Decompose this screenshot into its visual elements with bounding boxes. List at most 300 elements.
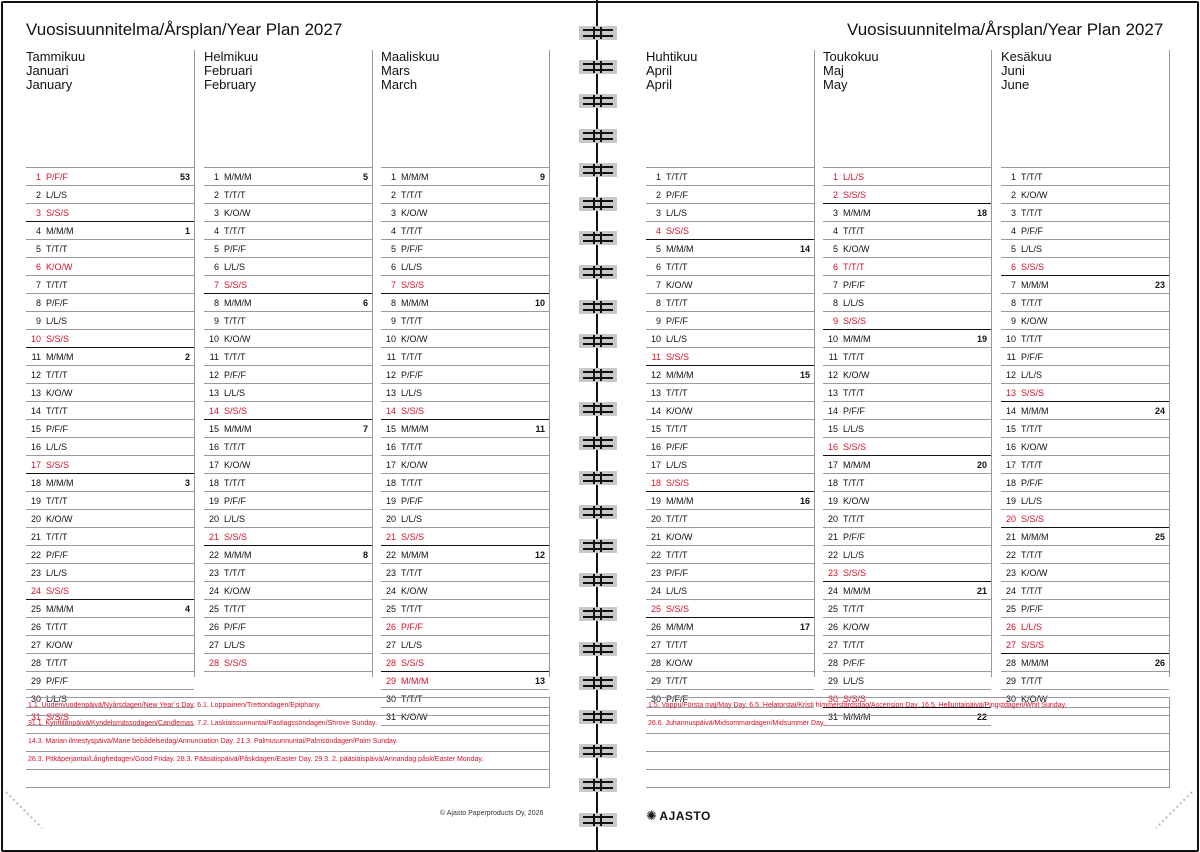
- day-row[interactable]: [204, 509, 372, 527]
- weekday-abbr: M/M/M: [224, 424, 252, 434]
- weekday-abbr: P/F/F: [224, 622, 246, 632]
- weekday-abbr: M/M/M: [401, 676, 429, 686]
- weekday-abbr: L/L/S: [224, 262, 246, 272]
- day-row[interactable]: [646, 257, 814, 275]
- day-number: 1: [35, 172, 41, 182]
- day-row[interactable]: [26, 239, 194, 257]
- day-row[interactable]: [1001, 545, 1169, 563]
- day-number: 15: [30, 424, 41, 434]
- day-row[interactable]: [1001, 383, 1169, 401]
- day-row[interactable]: [823, 635, 991, 653]
- weekday-abbr: K/O/W: [666, 532, 693, 542]
- holiday-note-line[interactable]: [26, 770, 550, 788]
- day-row[interactable]: [646, 455, 814, 473]
- day-row[interactable]: [1001, 167, 1169, 185]
- weekday-abbr: M/M/M: [224, 172, 252, 182]
- week-number: 6: [362, 298, 368, 308]
- day-list: [204, 167, 372, 672]
- day-number: 21: [827, 532, 838, 542]
- left-holiday-notes: [26, 697, 550, 788]
- week-number: 26: [1154, 658, 1165, 668]
- day-row[interactable]: [1001, 185, 1169, 203]
- weekday-abbr: K/O/W: [401, 208, 428, 218]
- day-number: 14: [827, 406, 838, 416]
- day-number: 9: [213, 316, 219, 326]
- day-row[interactable]: [204, 347, 372, 365]
- day-row[interactable]: [823, 203, 991, 221]
- day-row[interactable]: [381, 401, 549, 419]
- day-row[interactable]: [26, 635, 194, 653]
- day-number: 11: [209, 352, 219, 362]
- weekday-abbr: L/L/S: [401, 262, 423, 272]
- day-row[interactable]: [823, 671, 991, 689]
- month-name: [26, 50, 85, 92]
- day-row[interactable]: [646, 167, 814, 185]
- month-name-line: Juni: [1001, 63, 1025, 78]
- weekday-abbr: K/O/W: [1021, 316, 1048, 326]
- day-row[interactable]: [381, 599, 549, 617]
- day-row[interactable]: [1001, 653, 1169, 671]
- day-row[interactable]: [823, 563, 991, 581]
- day-number: 28: [650, 658, 661, 668]
- day-number: 21: [650, 532, 661, 542]
- day-row[interactable]: [646, 365, 814, 383]
- weekday-abbr: T/T/T: [401, 226, 423, 236]
- day-number: 24: [208, 586, 219, 596]
- day-number: 28: [208, 658, 219, 668]
- day-row[interactable]: [823, 347, 991, 365]
- day-row[interactable]: [646, 203, 814, 221]
- day-row[interactable]: [26, 167, 194, 185]
- day-row[interactable]: [26, 581, 194, 599]
- day-row[interactable]: [1001, 239, 1169, 257]
- weekday-abbr: T/T/T: [1021, 424, 1043, 434]
- day-row[interactable]: [823, 473, 991, 491]
- day-number: 24: [30, 586, 41, 596]
- weekday-abbr: L/L/S: [46, 190, 68, 200]
- day-number: 8: [655, 298, 661, 308]
- day-row[interactable]: [204, 527, 372, 545]
- day-row[interactable]: [204, 545, 372, 563]
- day-row[interactable]: [823, 491, 991, 509]
- day-row[interactable]: [823, 545, 991, 563]
- binding-ring: [579, 402, 617, 416]
- week-number: 20: [976, 460, 987, 470]
- ajasto-logo: ✺ AJASTO: [646, 808, 711, 823]
- day-row[interactable]: [26, 293, 194, 311]
- day-row[interactable]: [26, 311, 194, 329]
- day-number: 10: [30, 334, 41, 344]
- day-list: [381, 167, 549, 726]
- day-row[interactable]: [204, 365, 372, 383]
- day-row[interactable]: [1001, 563, 1169, 581]
- day-row[interactable]: [204, 599, 372, 617]
- day-row[interactable]: [1001, 671, 1169, 689]
- day-row[interactable]: [26, 563, 194, 581]
- day-row[interactable]: [26, 599, 194, 617]
- day-number: 27: [30, 640, 41, 650]
- holiday-note-line[interactable]: 26.6. Juhannuspäivä/Midsommardagen/Midsummer Day.: [646, 716, 1170, 734]
- weekday-abbr: P/F/F: [46, 298, 68, 308]
- day-row[interactable]: [381, 419, 549, 437]
- day-row[interactable]: [204, 491, 372, 509]
- day-row[interactable]: [26, 401, 194, 419]
- weekday-abbr: M/M/M: [1021, 658, 1049, 668]
- day-row[interactable]: [823, 527, 991, 545]
- day-number: 22: [1005, 550, 1016, 560]
- day-row[interactable]: [381, 275, 549, 293]
- day-row[interactable]: [823, 311, 991, 329]
- weekday-abbr: T/T/T: [843, 604, 865, 614]
- day-row[interactable]: [823, 419, 991, 437]
- weekday-abbr: T/T/T: [666, 298, 688, 308]
- day-row[interactable]: [646, 293, 814, 311]
- day-row[interactable]: [823, 221, 991, 239]
- day-row[interactable]: [1001, 581, 1169, 599]
- weekday-abbr: S/S/S: [401, 658, 425, 668]
- day-row[interactable]: [823, 329, 991, 347]
- day-row[interactable]: [823, 275, 991, 293]
- day-row[interactable]: [26, 545, 194, 563]
- day-row[interactable]: [1001, 347, 1169, 365]
- day-row[interactable]: [1001, 617, 1169, 635]
- day-number: 26: [827, 622, 838, 632]
- day-row[interactable]: [204, 275, 372, 293]
- day-row[interactable]: [646, 635, 814, 653]
- weekday-abbr: S/S/S: [224, 532, 248, 542]
- weekday-abbr: M/M/M: [1021, 406, 1049, 416]
- day-row[interactable]: [1001, 509, 1169, 527]
- weekday-abbr: T/T/T: [666, 514, 688, 524]
- day-row[interactable]: [823, 185, 991, 203]
- weekday-abbr: T/T/T: [46, 496, 68, 506]
- day-row[interactable]: [204, 239, 372, 257]
- weekday-abbr: P/F/F: [666, 568, 688, 578]
- day-list: [823, 167, 991, 726]
- holiday-note-line[interactable]: 26.3. Pitkäperjantai/Långfredagen/Good Friday. 28.3. Pääsiäispäivä/Påskdagen/Easter Day. 29.3. 2. pääsiäispäivä/Annandag påsk/Easter Monday.: [26, 752, 550, 770]
- day-row[interactable]: [381, 473, 549, 491]
- weekday-abbr: P/F/F: [1021, 352, 1043, 362]
- weekday-abbr: M/M/M: [666, 496, 694, 506]
- day-row[interactable]: [381, 455, 549, 473]
- day-row[interactable]: [646, 653, 814, 671]
- day-row[interactable]: [646, 401, 814, 419]
- day-row[interactable]: [646, 275, 814, 293]
- day-row[interactable]: [381, 203, 549, 221]
- day-row[interactable]: [204, 473, 372, 491]
- day-row[interactable]: [823, 401, 991, 419]
- day-number: 19: [827, 496, 838, 506]
- day-number: 28: [385, 658, 396, 668]
- day-row[interactable]: [646, 527, 814, 545]
- day-row[interactable]: [204, 455, 372, 473]
- day-row[interactable]: [1001, 599, 1169, 617]
- weekday-abbr: T/T/T: [224, 568, 246, 578]
- day-row[interactable]: [1001, 221, 1169, 239]
- day-row[interactable]: [204, 653, 372, 671]
- day-number: 8: [1010, 298, 1016, 308]
- weekday-abbr: T/T/T: [224, 226, 246, 236]
- day-row[interactable]: [1001, 275, 1169, 293]
- day-number: 2: [832, 190, 838, 200]
- day-row[interactable]: [204, 419, 372, 437]
- day-row[interactable]: [1001, 329, 1169, 347]
- day-number: 4: [390, 226, 396, 236]
- day-row[interactable]: [26, 437, 194, 455]
- weekday-abbr: T/T/T: [46, 658, 68, 668]
- day-number: 26: [650, 622, 661, 632]
- day-row[interactable]: [26, 275, 194, 293]
- day-row[interactable]: [26, 347, 194, 365]
- holiday-note-line[interactable]: [646, 734, 1170, 752]
- day-row[interactable]: [646, 185, 814, 203]
- day-row[interactable]: [26, 671, 194, 689]
- day-row[interactable]: [381, 293, 549, 311]
- weekday-abbr: T/T/T: [46, 244, 68, 254]
- day-row[interactable]: [646, 311, 814, 329]
- day-row[interactable]: [26, 455, 194, 473]
- weekday-abbr: T/T/T: [666, 640, 688, 650]
- binding-ring: [579, 778, 617, 792]
- day-number: 30: [1005, 694, 1016, 704]
- weekday-abbr: S/S/S: [46, 712, 70, 722]
- weekday-abbr: L/L/S: [401, 514, 423, 524]
- day-row[interactable]: [204, 437, 372, 455]
- day-row[interactable]: [381, 383, 549, 401]
- day-row[interactable]: [204, 257, 372, 275]
- weekday-abbr: M/M/M: [843, 460, 871, 470]
- day-row[interactable]: [381, 509, 549, 527]
- weekday-abbr: M/M/M: [843, 208, 871, 218]
- day-row[interactable]: [381, 365, 549, 383]
- day-row[interactable]: [646, 599, 814, 617]
- day-row[interactable]: [381, 581, 549, 599]
- weekday-abbr: P/F/F: [401, 622, 423, 632]
- day-row[interactable]: [381, 527, 549, 545]
- day-row[interactable]: [204, 185, 372, 203]
- day-number: 4: [213, 226, 219, 236]
- day-row[interactable]: [381, 545, 549, 563]
- day-row[interactable]: [381, 311, 549, 329]
- month-name-line: April: [646, 63, 673, 78]
- day-row[interactable]: [381, 239, 549, 257]
- day-row[interactable]: [646, 329, 814, 347]
- right-page-title: Vuosisuunnitelma/Årsplan/Year Plan 2027: [847, 20, 1164, 39]
- day-row[interactable]: [204, 401, 372, 419]
- holiday-note-line[interactable]: [646, 752, 1170, 770]
- day-row[interactable]: [1001, 473, 1169, 491]
- day-row[interactable]: [646, 437, 814, 455]
- weekday-abbr: T/T/T: [1021, 298, 1043, 308]
- day-number: 16: [385, 442, 396, 452]
- week-number: 8: [362, 550, 368, 560]
- day-row[interactable]: [1001, 365, 1169, 383]
- weekday-abbr: T/T/T: [666, 676, 688, 686]
- day-row[interactable]: [381, 635, 549, 653]
- day-row[interactable]: [381, 653, 549, 671]
- month-name: [381, 50, 440, 92]
- day-row[interactable]: [381, 491, 549, 509]
- day-row[interactable]: [1001, 311, 1169, 329]
- weekday-abbr: K/O/W: [224, 586, 251, 596]
- day-row[interactable]: [823, 257, 991, 275]
- holiday-note-line[interactable]: 1.5. Vappu/Första maj/May Day. 6.5. Helatorstai/Kristi himmelsfärdsdag/Ascension Day. 16.5. Helluntaipäivä/Pingstdagen/Whit Sunday.: [646, 698, 1170, 716]
- day-number: 21: [30, 532, 41, 542]
- week-number: 53: [179, 172, 190, 182]
- day-row[interactable]: [26, 509, 194, 527]
- day-number: 2: [35, 190, 41, 200]
- day-number: 16: [208, 442, 219, 452]
- day-row[interactable]: [823, 617, 991, 635]
- day-row[interactable]: [26, 491, 194, 509]
- day-row[interactable]: [646, 671, 814, 689]
- day-number: 7: [655, 280, 661, 290]
- weekday-abbr: L/L/S: [1021, 244, 1043, 254]
- day-number: 9: [35, 316, 41, 326]
- day-row[interactable]: [1001, 401, 1169, 419]
- day-row[interactable]: [381, 185, 549, 203]
- weekday-abbr: S/S/S: [1021, 262, 1045, 272]
- day-number: 11: [1006, 352, 1016, 362]
- day-row[interactable]: [381, 167, 549, 185]
- day-row[interactable]: [823, 509, 991, 527]
- day-row[interactable]: [823, 365, 991, 383]
- day-row[interactable]: [1001, 635, 1169, 653]
- day-row[interactable]: [646, 221, 814, 239]
- weekday-abbr: T/T/T: [843, 262, 865, 272]
- day-row[interactable]: [823, 293, 991, 311]
- day-row[interactable]: [381, 347, 549, 365]
- day-row[interactable]: [204, 329, 372, 347]
- weekday-abbr: L/L/S: [666, 208, 688, 218]
- day-row[interactable]: [646, 617, 814, 635]
- day-number: 30: [30, 694, 41, 704]
- day-row[interactable]: [646, 509, 814, 527]
- weekday-abbr: S/S/S: [401, 280, 425, 290]
- day-row[interactable]: [204, 311, 372, 329]
- day-number: 10: [827, 334, 838, 344]
- weekday-abbr: T/T/T: [666, 388, 688, 398]
- day-row[interactable]: [823, 239, 991, 257]
- day-row[interactable]: [204, 617, 372, 635]
- day-row[interactable]: [823, 599, 991, 617]
- day-number: 17: [30, 460, 41, 470]
- day-row[interactable]: [26, 185, 194, 203]
- day-row[interactable]: [26, 383, 194, 401]
- day-row[interactable]: [26, 527, 194, 545]
- day-row[interactable]: [1001, 293, 1169, 311]
- day-number: 10: [208, 334, 219, 344]
- day-row[interactable]: [823, 581, 991, 599]
- day-row[interactable]: [1001, 491, 1169, 509]
- day-number: 13: [650, 388, 661, 398]
- day-row[interactable]: [1001, 455, 1169, 473]
- day-row[interactable]: [381, 329, 549, 347]
- day-row[interactable]: [1001, 527, 1169, 545]
- day-row[interactable]: [381, 617, 549, 635]
- holiday-note-line[interactable]: 14.3. Marian ilmestyspäivä/Marie bebådelsedag/Annunciation Day. 21.3. Palmusunnuntai/Palmsöndagen/Palm Sunday.: [26, 734, 550, 752]
- weekday-abbr: T/T/T: [843, 514, 865, 524]
- day-row[interactable]: [381, 671, 549, 689]
- weekday-abbr: P/F/F: [224, 244, 246, 254]
- day-row[interactable]: [1001, 257, 1169, 275]
- day-number: 17: [385, 460, 396, 470]
- day-row[interactable]: [204, 383, 372, 401]
- day-row[interactable]: [823, 383, 991, 401]
- holiday-note-line[interactable]: 31.1. Kynttilänpäivä/Kyndelsmässodagen/Candlemas. 7.2. Laskiaissunnuntai/Fastlagssöndagen/Shrove Sunday.: [26, 716, 550, 734]
- day-row[interactable]: [26, 617, 194, 635]
- day-row[interactable]: [1001, 419, 1169, 437]
- day-row[interactable]: [204, 221, 372, 239]
- day-row[interactable]: [823, 167, 991, 185]
- day-number: 7: [1010, 280, 1016, 290]
- day-row[interactable]: [381, 221, 549, 239]
- day-row[interactable]: [646, 347, 814, 365]
- weekday-abbr: K/O/W: [401, 712, 428, 722]
- day-row[interactable]: [204, 293, 372, 311]
- day-row[interactable]: [26, 257, 194, 275]
- day-row[interactable]: [26, 203, 194, 221]
- day-row[interactable]: [646, 545, 814, 563]
- weekday-abbr: P/F/F: [401, 496, 423, 506]
- day-number: 15: [208, 424, 219, 434]
- day-row[interactable]: [646, 491, 814, 509]
- day-row[interactable]: [646, 581, 814, 599]
- day-row[interactable]: [26, 221, 194, 239]
- day-row[interactable]: [646, 239, 814, 257]
- day-row[interactable]: [646, 563, 814, 581]
- day-number: 30: [385, 694, 396, 704]
- day-row[interactable]: [204, 635, 372, 653]
- day-row[interactable]: [381, 257, 549, 275]
- holiday-note-line[interactable]: [646, 770, 1170, 788]
- day-row[interactable]: [204, 563, 372, 581]
- day-row[interactable]: [381, 563, 549, 581]
- day-row[interactable]: [823, 455, 991, 473]
- week-number: 1: [184, 226, 190, 236]
- weekday-abbr: T/T/T: [843, 478, 865, 488]
- day-row[interactable]: [26, 653, 194, 671]
- day-row[interactable]: [381, 437, 549, 455]
- day-number: 20: [30, 514, 41, 524]
- day-number: 5: [832, 244, 838, 254]
- weekday-abbr: K/O/W: [46, 640, 73, 650]
- binding-ring: [579, 94, 617, 108]
- day-row[interactable]: [1001, 437, 1169, 455]
- day-row[interactable]: [646, 473, 814, 491]
- day-row[interactable]: [646, 383, 814, 401]
- day-number: 23: [1005, 568, 1016, 578]
- day-row[interactable]: [26, 473, 194, 491]
- month-name-line: Kesäkuu: [1001, 49, 1052, 64]
- holiday-note-line[interactable]: 1.1. Uudenvuodenpäivä/Nyårsdagen/New Year´s Day. 6.1. Loppiainen/Trettondagen/Epiphany.: [26, 698, 550, 716]
- weekday-abbr: T/T/T: [1021, 172, 1043, 182]
- day-row[interactable]: [1001, 203, 1169, 221]
- day-row[interactable]: [26, 419, 194, 437]
- day-row[interactable]: [823, 653, 991, 671]
- day-row[interactable]: [204, 581, 372, 599]
- day-number: 28: [827, 658, 838, 668]
- day-row[interactable]: [26, 365, 194, 383]
- day-row[interactable]: [646, 419, 814, 437]
- left-page-title: Vuosisuunnitelma/Årsplan/Year Plan 2027: [26, 20, 343, 39]
- day-row[interactable]: [26, 329, 194, 347]
- weekday-abbr: M/M/M: [1021, 532, 1049, 542]
- week-number: 18: [976, 208, 987, 218]
- day-row[interactable]: [823, 437, 991, 455]
- day-row[interactable]: [204, 203, 372, 221]
- day-row[interactable]: [204, 167, 372, 185]
